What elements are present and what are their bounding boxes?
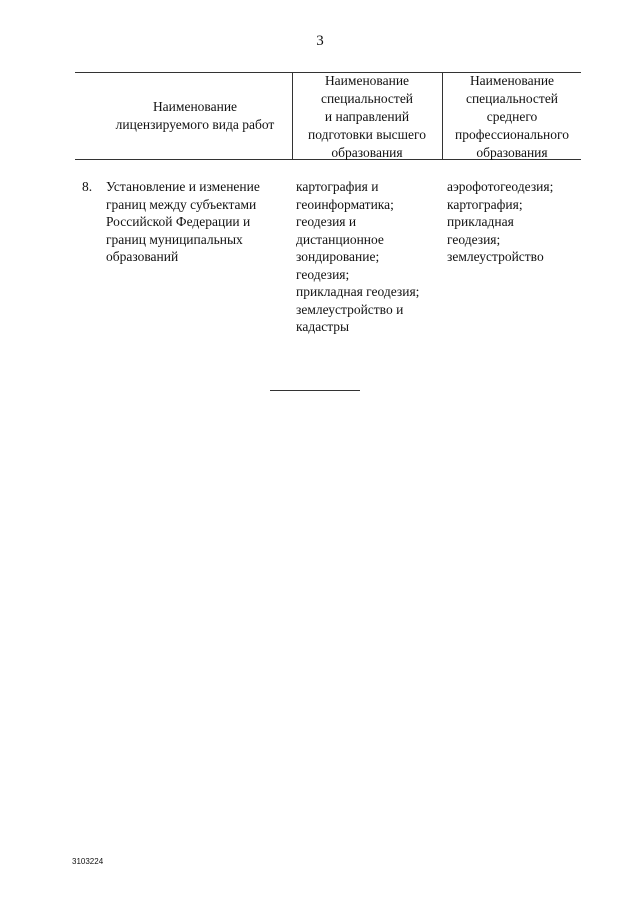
cell-line: картография и	[296, 179, 379, 194]
cell-line: дистанционное	[296, 231, 384, 247]
cell-line: геодезия;	[296, 266, 350, 282]
header-line: и направлений	[324, 109, 410, 124]
header-line: Наименование	[152, 99, 238, 114]
header-licensed-activity	[100, 98, 290, 134]
header-higher-education	[294, 72, 440, 162]
cell-line: прикладная	[447, 214, 514, 229]
document-code: 3103224	[72, 857, 104, 866]
header-line: профессионального	[455, 127, 569, 142]
cell-line: геоинформатика;	[296, 196, 394, 212]
cell-line: картография;	[447, 196, 523, 212]
header-divider-2	[442, 72, 443, 160]
cell-line: прикладная геодезия;	[296, 284, 420, 299]
cell-line: Установление и изменение	[106, 179, 260, 194]
row-number: 8.	[82, 179, 93, 194]
cell-line: землеустройство	[447, 249, 544, 264]
cell-line: аэрофотогеодезия;	[447, 179, 554, 194]
cell-line: границ между субъектами	[106, 196, 257, 212]
header-line: образования	[476, 145, 548, 160]
cell-line: землеустройство и	[296, 301, 404, 317]
cell-line: Российской Федерации и	[106, 214, 251, 229]
header-line: Наименование	[324, 73, 410, 88]
header-line: специальностей	[320, 91, 414, 106]
header-secondary-education	[444, 72, 580, 162]
cell-line: геодезия;	[447, 231, 501, 247]
header-line: образования	[331, 145, 403, 160]
cell-line: геодезия и	[296, 214, 357, 229]
header-line: лицензируемого вида работ	[115, 117, 275, 132]
cell-line: зондирование;	[296, 249, 380, 264]
header-line: специальностей	[465, 91, 559, 106]
end-of-document-rule	[270, 390, 360, 391]
row-activity	[106, 178, 286, 266]
page-number: 3	[316, 33, 324, 49]
header-line: Наименование	[469, 73, 555, 88]
cell-line: границ муниципальных	[106, 231, 243, 247]
cell-line: образований	[106, 249, 179, 264]
header-line: подготовки высшего	[307, 127, 426, 142]
header-line: среднего	[486, 109, 538, 124]
row-secondary-education	[447, 178, 577, 266]
header-divider-1	[292, 72, 293, 160]
cell-line: кадастры	[296, 319, 350, 334]
row-higher-education	[296, 178, 440, 336]
